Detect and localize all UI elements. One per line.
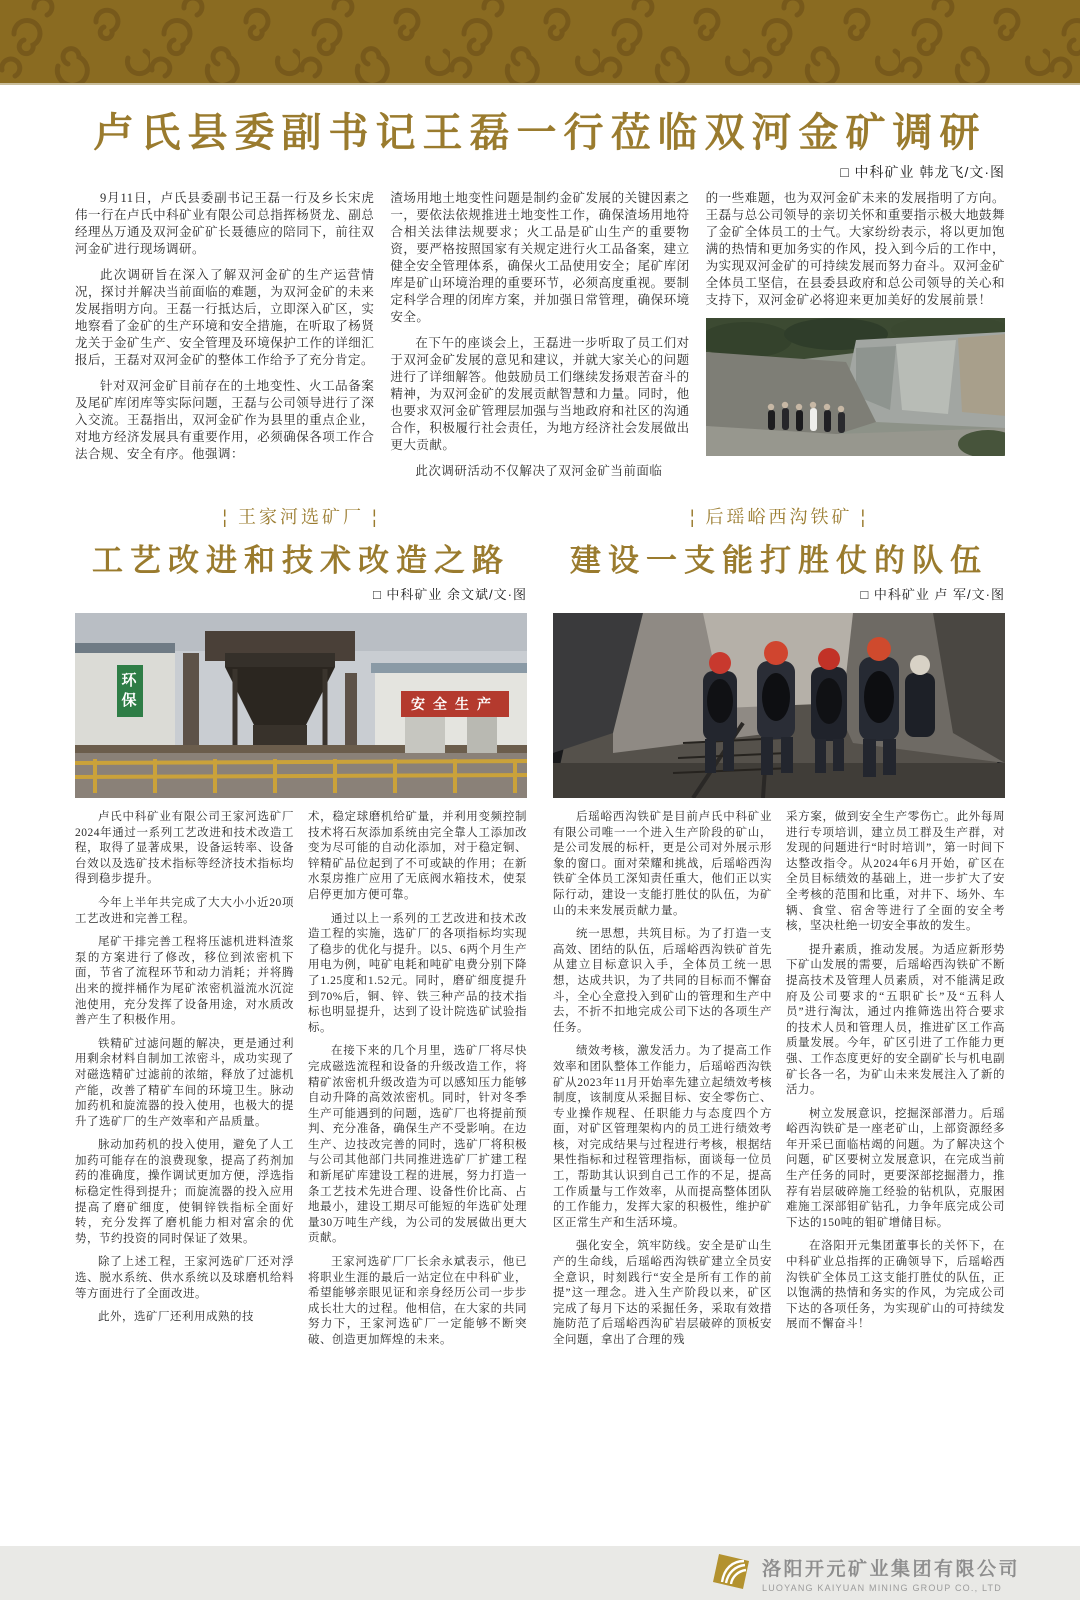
paragraph: 的一些难题，也为双河金矿未来的发展指明了方向。王磊与总公司领导的亲切关怀和重要指示极大地鼓舞了金矿全体员工的士气。大家纷纷表示，将以更加饱满的热情和更加务实的作风，投入到今后的工作中，为实现双河金矿的可持续发展而努力奋斗。双河金矿全体员工坚信，在县委县政府和总公司领导的关心和支持下，双河金矿必将迎来更加美好的发展前景！ — [705, 191, 1005, 307]
right-article-column-2 — [786, 810, 1005, 1357]
mine-tunnel-photo — [553, 613, 1005, 798]
paragraph: 针对双河金矿目前存在的土地变性、火工品备案及尾矿库闭库等实际问题，王磊与公司领导进行了深入交流。王磊指出，双河金矿作为县里的重点企业，对地方经济发展具有重要作用，必须确保各项工作合法合规、安全有序。他强调： — [75, 379, 375, 461]
processing-plant-photo — [75, 613, 527, 798]
site-visit-photo — [706, 318, 1005, 456]
paragraph: 采方案，做到安全生产零伤亡。此外每周进行专项培训，建立员工群及生产群，对发现的问题进行“时时培训”，第一时间下达整改指令。从2024年6月开始，矿区在全员目标绩效的基础上，进一步扩大了安全考核的范围和比重，对井下、场外、车辆、食堂、宿舍等进行了全面的安全考核，坚决杜绝一切安全事故的发生。 — [786, 811, 1005, 933]
company-logo-icon — [712, 1551, 752, 1596]
decorative-cloud-border — [0, 0, 1080, 85]
paragraph: 此次调研旨在深入了解双河金矿的生产运营情况，探讨并解决当前面临的难题，为双河金矿的未来发展指明方向。王磊一行抵达后，立即深入矿区，实地察看了金矿的生产环境和安全措施，在听取了杨贤龙关于金矿生产、安全管理及环境保护工作的详细汇报后，王磊对双河金矿的整体工作给予了充分肯定。 — [75, 268, 375, 367]
paragraph: 今年上半年共完成了大大小小近20项工艺改进和完善工程。 — [75, 896, 294, 925]
right-sub-article — [553, 503, 1005, 1357]
paragraph: 在接下来的几个月里，选矿厂将尽快完成磁选流程和设备的升级改造工作，将精矿浓密机升级改造为可以感知压力能够自动升降的高效浓密机。同时，针对冬季生产可能遇到的问题，选矿厂也将提前预判、充分准备，确保生产不受影响。在边生产、边技改完善的同时，选矿厂将积极与公司其他部门共同推进选矿厂扩建工程和新尾矿库建设工程的进展，努力打造一条工艺技术先进合理、设备性价比高、占地最小，建设工期尽可能短的年选矿处理量30万吨生产线，为公司的发展做出更大贡献。 — [308, 1045, 527, 1245]
paragraph: 9月11日，卢氏县委副书记王磊一行及乡长宋虎伟一行在卢氏中科矿业有限公司总指挥杨贤龙、副总经理丛万通及双河金矿矿长聂德应的陪同下，前往双河金矿进行现场调研。 — [75, 191, 375, 256]
left-kicker: ¦ 王家河选矿厂 ¦ — [222, 507, 380, 527]
paragraph: 此次调研活动不仅解决了双河金矿当前面临 — [415, 464, 663, 478]
main-article-body — [75, 190, 1005, 489]
plant-red-banner: 安全生产 — [401, 691, 509, 717]
left-headline: 工艺改进和技术改造之路 — [92, 543, 510, 579]
paragraph: 绩效考核，激发活力。为了提高工作效率和团队整体工作能力，后瑶峪西沟铁矿从2023年11月开始率先建立起绩效考核制度，该制度从采掘目标、安全零伤亡、专业操作规程、任职能力与态度四个方面，对矿区管理架构内的员工进行绩效考核，对完成结果与过程进行考核，根据结果性指标和过程管理指标，面谈每一位员工，帮助其认识到自己工作的不足，提高工作质量与工作效率，从而提高整体团队的工作能力，发挥大家的积极性，维护矿区正常生产和生活环境。 — [553, 1045, 772, 1229]
paragraph: 统一思想，共筑目标。为了打造一支高效、团结的队伍，后瑶峪西沟铁矿首先从建立目标意识入手，全体员工统一思想，达成共识，为了共同的目标而不懈奋斗，全心全意投入到矿山的管理和生产中去，不折不扣地完成公司下达的各项生产任务。 — [553, 928, 772, 1034]
paragraph: 王家河选矿厂厂长余永斌表示，他已将职业生涯的最后一站定位在中科矿业，希望能够亲眼见证和亲身经历公司一步步成长壮大的过程。他相信，在大家的共同努力下，王家河选矿厂一定能够不断突破、创造更加辉煌的未来。 — [308, 1256, 527, 1346]
right-article-column-1 — [553, 810, 772, 1357]
left-article-column-1 — [75, 810, 294, 1357]
paragraph: 在洛阳开元集团董事长的关怀下，在中科矿业总指挥的正确领导下，后瑶峪西沟铁矿全体员工这支能打胜仗的队伍，正以饱满的热情和务实的作风，为完成公司下达的各项任务，为实现矿山的可持续发展而不懈奋斗！ — [786, 1240, 1005, 1331]
main-headline: 卢氏县委副书记王磊一行莅临双河金矿调研 — [93, 109, 987, 156]
left-article-body — [75, 810, 527, 1357]
company-name-en: LUOYANG KAIYUAN MINING GROUP CO., LTD — [761, 1582, 1002, 1593]
main-article-column-1 — [75, 190, 374, 489]
left-byline: □ 中科矿业 余文斌/文·图 — [372, 587, 527, 602]
paragraph: 尾矿干排完善工程将压滤机进料渣浆泵的方案进行了修改，移位到浓密机下面，节省了流程环节和动力消耗；并将腾出来的搅拌桶作为尾矿浓密机溢流水沉淀池使用，充分发挥了设备用途，对水质改善产生了积极作用。 — [75, 936, 294, 1027]
right-byline: □ 中科矿业 卢 军/文·图 — [860, 587, 1005, 602]
page-footer — [0, 1546, 1080, 1600]
main-byline: □ 中科矿业 韩龙飞/文·图 — [840, 164, 1005, 180]
main-article-column-3 — [706, 190, 1005, 489]
paragraph: 渣场用地土地变性问题是制约金矿发展的关键因素之一，要依法依规推进土地变性工作，确保渣场用地符合相关法律法规要求；火工品是矿山生产的重要物资，要严格按照国家有关规定进行火工品备案，建立健全安全管理体系，确保火工品使用安全；尾矿库闭库是矿山环境治理的重要环节，必须高度重视。要制定科学合理的闭库方案，并加强日常管理，确保环境安全。 — [390, 191, 690, 324]
paragraph: 卢氏中科矿业有限公司王家河选矿厂2024年通过一系列工艺改进和技术改造工程，取得了显著成果，设备运转率、设备台效以及选矿技术指标等经济技术指标均得到稳步提升。 — [75, 811, 294, 886]
main-article-column-3-text — [706, 190, 1005, 309]
right-article-body — [553, 810, 1005, 1357]
paragraph: 此外，选矿厂还利用成熟的技 — [98, 1311, 254, 1324]
company-name-block — [762, 1554, 1020, 1593]
company-name-cn: 洛阳开元矿业集团有限公司 — [761, 1558, 1020, 1580]
tunnel-photo-graphic — [553, 613, 1005, 798]
left-article-column-2 — [308, 810, 527, 1357]
paragraph: 脉动加药机的投入使用，避免了人工加药可能存在的浪费现象，提高了药剂加药的准确度，操作调试更加方便，浮选指标稳定性得到提升；而旋流器的投入应用提高了磨矿细度，使铜锌铁指标全面好转，充分发挥了磨机能力相对富余的优势，节约投资的同时保证了效果。 — [75, 1139, 294, 1245]
paragraph: 后瑶峪西沟铁矿是目前卢氏中科矿业有限公司唯一一个进入生产阶段的矿山，是公司发展的标杆，更是公司对外展示形象的窗口。面对荣耀和挑战，后瑶峪西沟铁矿全体员工深知责任重大，他们正以实际行动，建设一支能打胜仗的队伍，为矿山的未来发展贡献力量。 — [553, 811, 772, 917]
left-sub-article — [75, 503, 527, 1357]
paragraph: 术，稳定球磨机给矿量，并利用变频控制技术将石灰添加系统由完全靠人工添加改变为尽可能的自动化添加，对于稳定铜、锌精矿品位起到了不可或缺的作用；在新水泵房推广应用了无底阀水箱技术，使泵启停更加方便可靠。 — [308, 811, 527, 901]
paragraph: 除了上述工程，王家河选矿厂还对浮选、脱水系统、供水系统以及球磨机给料等方面进行了全面改进。 — [75, 1256, 294, 1300]
right-kicker: ¦ 后瑶峪西沟铁矿 ¦ — [689, 507, 869, 527]
cloud-pattern-graphic — [0, 0, 1080, 85]
paragraph: 铁精矿过滤问题的解决，更是通过利用剩余材料自制加工浓密斗，成功实现了对磁选精矿过滤前的浓缩，释放了过滤机产能，改善了精矿车间的环境卫生。脉动加药机和旋流器的投入使用，也极大的提升了选矿厂的生产效率和产品质量。 — [75, 1037, 294, 1128]
paragraph: 强化安全，筑牢防线。安全是矿山生产的生命线，后瑶峪西沟铁矿建立全员安全意识，时刻践行“安全是所有工作的前提”这一理念。进入生产阶段以来，矿区完成了每月下达的采掘任务，采取有效措施防范了后瑶峪西沟矿岩层破碎的顶板安全问题，拿出了合理的残 — [553, 1240, 772, 1346]
paragraph: 树立发展意识，挖掘深部潜力。后瑶峪西沟铁矿是一座老矿山，上部资源经多年开采已面临枯竭的问题。为了解决这个问题，矿区要树立发展意识，在完成当前生产任务的同时，更要深部挖掘潜力，推荐有岩层破碎施工经验的钻机队，克服困难施工深部钼矿钻孔，力争年底完成公司下达的150吨的钼矿增储目标。 — [786, 1107, 1005, 1229]
right-headline: 建设一支能打胜仗的队伍 — [570, 543, 988, 579]
quarry-photo-graphic — [706, 318, 1005, 456]
plant-green-banner: 环保 — [117, 665, 143, 717]
main-article-column-2 — [390, 190, 689, 489]
paragraph: 通过以上一系列的工艺改进和技术改造工程的实施，选矿厂的各项指标均实现了稳步的优化与提升。以5、6两个月生产用电为例，吨矿电耗和吨矿电费分别下降了1.25度和1.52元。同时，磨矿细度提升到70%后，铜、锌、铁三种产品的技术指标也明显提升，达到了设计院选矿试验指标。 — [308, 912, 527, 1034]
paragraph: 提升素质，推动发展。为适应新形势下矿山发展的需要，后瑶峪西沟铁矿不断提高技术及管理人员素质，对不能满足政府及公司要求的“五职矿长”及“五科人员”进行淘汰，通过内推筛选出符合要求的技术人员和管理人员，推进矿区工作高质量发展。今年，矿区引进了工作能力更强、工作态度更好的安全副矿长与机电副矿长各一名，为矿山未来发展注入了新的活力。 — [786, 943, 1005, 1097]
paragraph: 在下午的座谈会上，王磊进一步听取了员工们对于双河金矿发展的意见和建议，并就大家关心的问题进行了详细解答。他鼓励员工们继续发扬艰苦奋斗的精神，为双河金矿的发展贡献智慧和力量。同时，他也要求双河金矿管理层加强与当地政府和社区的沟通合作，积极履行社会责任，为地方经济社会发展做出更大贡献。 — [390, 336, 690, 452]
